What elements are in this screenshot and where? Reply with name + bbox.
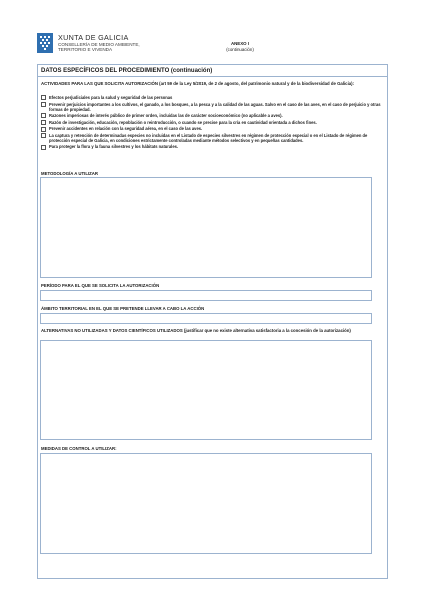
activity-item (41, 120, 383, 125)
control-measures-textarea[interactable] (40, 453, 372, 554)
activity-label: Razón de investigación, educación, repoblación o reintroducción, o cuando se precise para la cría en cautividad orientada a dichos fines. (49, 119, 317, 125)
activity-item (41, 102, 383, 112)
activity-checkbox-protect[interactable] (41, 145, 46, 150)
territory-input[interactable] (40, 313, 372, 324)
xunta-logo (37, 33, 187, 55)
activity-item (41, 126, 383, 131)
activity-item (41, 144, 383, 149)
activity-label: Para proteger la flora y la fauna silvestres y los hábitats naturales. (49, 144, 179, 150)
activity-checkbox-damage[interactable] (41, 102, 46, 107)
annex-title: ANEXO I (230, 41, 250, 46)
activities-list (41, 95, 383, 151)
activity-label: Razones imperiosas de interés público de primer orden, incluidas las de carácter socioeconómico (no aplicable a aves). (49, 113, 283, 119)
xunta-emblem-icon (37, 33, 53, 53)
activity-label: La captura y retención de determinadas especies no incluidas en el Listado de especies silvestres en régimen de protección especial o en el Listado de régimen de protección especial de Galicia, en condiciones estrictamente controladas mediante métodos selectivos y en pequeñas cantidades. (49, 132, 368, 143)
period-input[interactable] (40, 290, 372, 301)
period-label: PERÍODO PARA EL QUE SE SOLICITA LA AUTORIZACIÓN (41, 283, 160, 288)
methodology-label: METODOLOGÍA A UTILIZAR (41, 171, 98, 176)
control-measures-label: MEDIDAS DE CONTROL A UTILIZAR: (41, 446, 117, 451)
org-title: XUNTA DE GALICIA (58, 33, 129, 42)
annex-heading (200, 41, 280, 52)
activity-label: Prevenir perjuicios importantes a los cultivos, el ganado, a los bosques, a la pesca y a la calidad de las aguas. Salvo en el caso de las aves, en el caso de perjuicio y otras formas de propiedad. (49, 101, 381, 112)
activities-intro: ACTIVIDADES PARA LAS QUE SOLICITA AUTORIZACIÓN (art 59 de la Ley 5/2019, de 2 de agosto, del patrimonio natural y de la biodiversidad de Galicia): (41, 81, 355, 86)
activity-item (41, 95, 383, 100)
department-name (58, 42, 140, 53)
methodology-textarea[interactable] (40, 177, 372, 278)
section-title: DATOS ESPECÍFICOS DEL PROCEDIMIENTO (continuación) (41, 68, 213, 74)
department-line-1: CONSELLERÍA DE MEDIO AMBIENTE, (58, 42, 140, 47)
section-divider (38, 76, 387, 77)
annex-subtitle: (continuación) (226, 46, 254, 52)
activity-checkbox-air-safety[interactable] (41, 127, 46, 132)
alternatives-textarea[interactable] (40, 340, 372, 440)
activity-item (41, 133, 383, 143)
territory-label: ÁMBITO TERRITORIAL EN EL QUE SE PRETENDE LLEVAR A CABO LA ACCIÓN (41, 306, 205, 311)
activity-checkbox-public-interest[interactable] (41, 113, 46, 118)
activity-checkbox-research[interactable] (41, 120, 46, 125)
activity-checkbox-health[interactable] (41, 95, 46, 100)
activity-label: Prevenir accidentes en relación con la seguridad aérea, en el caso de las aves. (49, 126, 203, 132)
department-line-2: TERRITORIO E VIVENDA (58, 47, 113, 53)
activity-item (41, 113, 383, 118)
activity-label: Efectos perjudiciales para la salud y seguridad de las personas (49, 95, 173, 100)
activity-checkbox-capture[interactable] (41, 133, 46, 138)
alternatives-label: ALTERNATIVAS NO UTILIZADAS Y DATOS CIENTÍFICOS UTILIZADOS (justificar que no existe alternativa satisfactoria a la concesión de la autorización) (41, 328, 351, 333)
